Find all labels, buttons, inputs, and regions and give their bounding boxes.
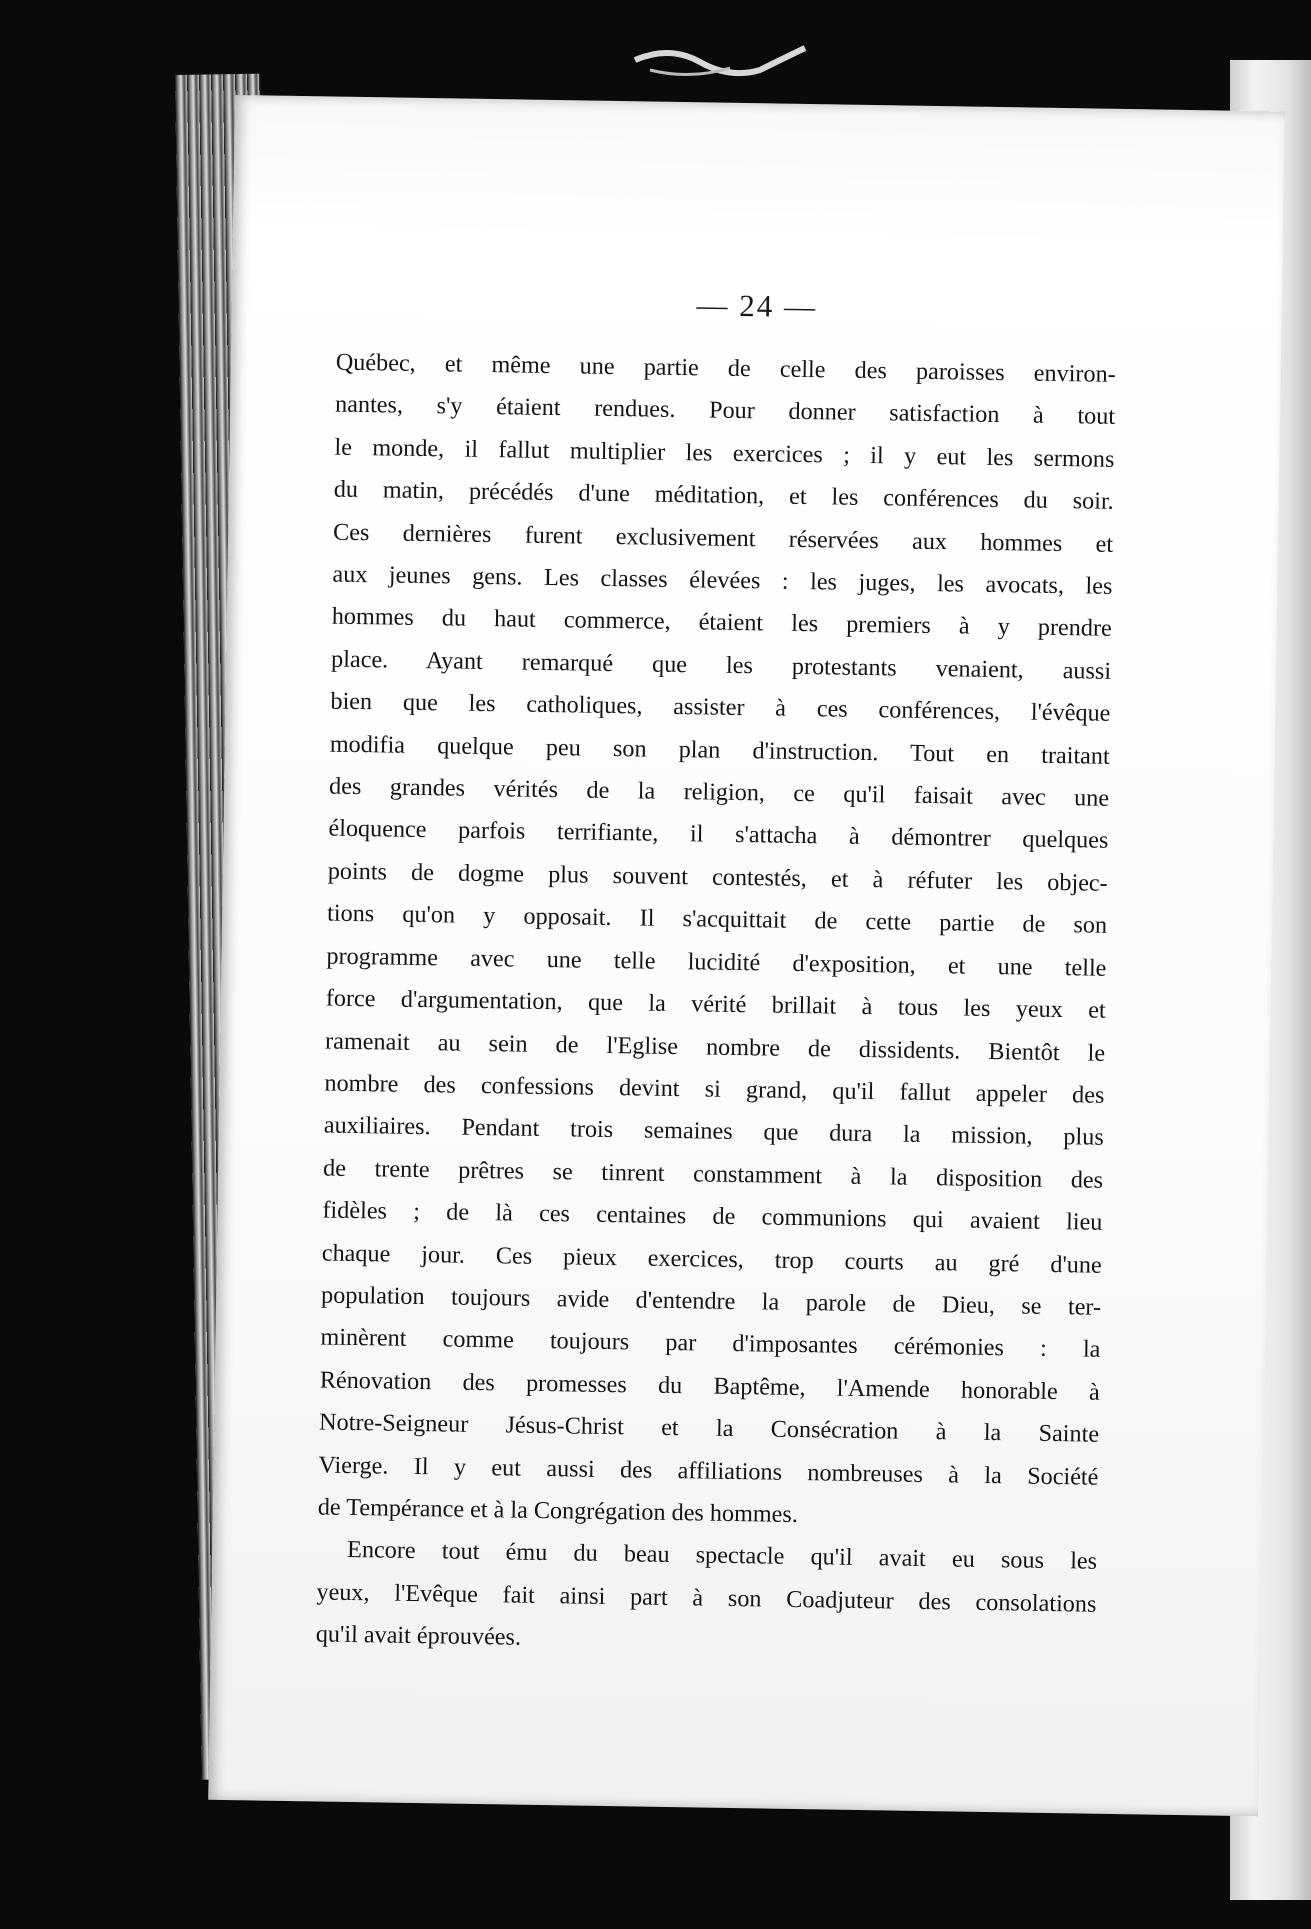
text-line: éloquence parfois terrifiante, il s'attacha à démontrer quelques (328, 815, 1109, 855)
text-line: Ces dernières furent exclusivement réservées aux hommes et (332, 518, 1114, 558)
text-line: des grandes vérités de la religion, ce qu'il faisait avec une (328, 772, 1110, 812)
text-line: du matin, précédés d'une méditation, et les conférences du soir. (333, 475, 1114, 516)
text-line: minèrent comme toujours par d'imposantes cérémonies : la (320, 1323, 1101, 1364)
torn-paper-mark (630, 40, 810, 90)
page-body-text (315, 342, 1116, 1669)
text-line: Vierge. Il y eut aussi des affiliations nombreuses à la Société (318, 1451, 1099, 1491)
text-line: auxiliaires. Pendant trois semaines que dura la mission, plus (323, 1111, 1104, 1152)
page-number: — 24 — (696, 287, 818, 325)
text-line: le monde, il fallut multiplier les exercices ; il y eut les sermons (334, 433, 1115, 473)
text-line: nombre des confessions devint si grand, qu'il fallut appeler des (324, 1069, 1105, 1109)
text-line: chaque jour. Ces pieux exercices, trop courts au gré d'une (321, 1239, 1102, 1279)
text-line: qu'il avait éprouvées. (315, 1620, 522, 1651)
text-line: aux jeunes gens. Les classes élevées : les juges, les avocats, les (332, 560, 1113, 600)
text-line: de trente prêtres se tinrent constamment à la disposition des (322, 1154, 1104, 1194)
text-line: nantes, s'y étaient rendues. Pour donner satisfaction à tout (334, 391, 1116, 431)
text-line: yeux, l'Evêque fait ainsi part à son Coadjuteur des consolations (316, 1578, 1097, 1618)
text-line: Rénovation des promesses du Baptême, l'Amende honorable à (319, 1366, 1100, 1406)
text-line: force d'argumentation, que la vérité brillait à tous les yeux et (325, 984, 1106, 1024)
text-line: bien que les catholiques, assister à ces conférences, l'évêque (330, 687, 1111, 728)
text-line: modifia quelque peu son plan d'instruction. Tout en traitant (329, 730, 1110, 770)
text-line: Notre-Seigneur Jésus-Christ et la Consécration à la Sainte (318, 1408, 1100, 1448)
text-line: tions qu'on y opposait. Il s'acquittait de cette partie de son (326, 899, 1108, 940)
text-line: ramenait au sein de l'Eglise nombre de dissidents. Bientôt le (324, 1027, 1106, 1067)
paragraph-2 (315, 1529, 1097, 1668)
text-line: fidèles ; de là ces centaines de communions qui avaient lieu (322, 1196, 1103, 1236)
paragraph-1 (317, 342, 1116, 1541)
text-line: place. Ayant remarqué que les protestants venaient, aussi (330, 645, 1112, 685)
text-line: Québec, et même une partie de celle des paroisses environ- (335, 348, 1116, 388)
text-line: population toujours avide d'entendre la parole de Dieu, se ter- (320, 1281, 1102, 1321)
text-line: Encore tout ému du beau spectacle qu'il avait eu sous les (346, 1536, 1098, 1576)
text-line: programme avec une telle lucidité d'exposition, et une telle (326, 942, 1107, 982)
book-page (208, 95, 1285, 1816)
text-line: points de dogme plus souvent contestés, et à réfuter les objec- (327, 857, 1108, 897)
text-line: de Tempérance et à la Congrégation des hommes. (317, 1493, 799, 1528)
text-line: hommes du haut commerce, étaient les premiers à y prendre (331, 603, 1112, 643)
